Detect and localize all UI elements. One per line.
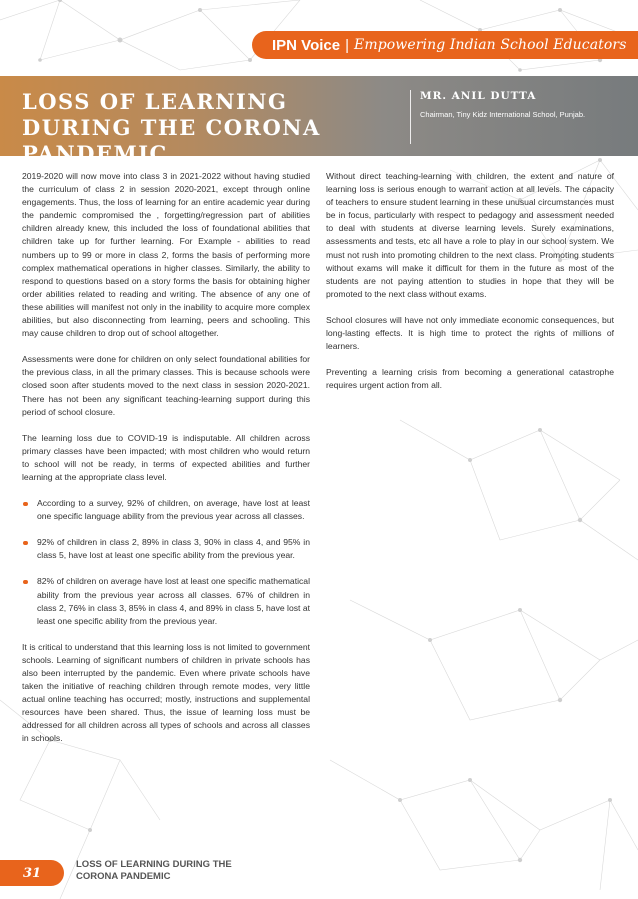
right-paragraph-3: Preventing a learning crisis from becoming a generational catastrophe requires urgent action from all. <box>326 367 614 391</box>
article-title: LOSS OF LEARNING DURING THE CORONA PANDEMIC <box>22 89 321 166</box>
header-separator: | <box>345 36 349 54</box>
publication-tagline: Empowering Indian School Educators <box>354 37 627 53</box>
bullet-text: 92% of children in class 2, 89% in class 3, 90% in class 4, and 95% in class 5, have lost at least one specific ability from the previous year. <box>37 537 310 561</box>
left-paragraph-3: The learning loss due to COVID-19 is indisputable. All children across primary classes have been impacted; with most children who would return to school will not be ready, in terms of expected abilities and further learning at the appropriate class level. <box>22 432 310 482</box>
bullet-text: According to a survey, 92% of children, on average, have lost at least one specific language ability from the previous year across all classes. <box>37 498 310 522</box>
article-title-band <box>0 76 638 166</box>
publication-brand: IPN Voice <box>272 36 341 54</box>
left-paragraph-4: It is critical to understand that this learning loss is not limited to government schools. Learning of significant numbers of children in private schools has also been interrupted by the pandemic. Even where private schools have taken the initiative of reaching children through remote modes, very little actual online teaching has occurred; mostly, instructions and supplemental resources have been shared. Thus, the issue of learning loss must be addressed for all children across all types of schools and across all classes in schools. <box>22 641 310 744</box>
title-divider <box>410 90 411 144</box>
bullet-text: 82% of children on average have lost at least one specific mathematical ability from the previous year across all classes. 67% of children in class 2, 76% in class 3, 85% in class 4, and 89% in class 5, have lost at least one specific ability from the previous year. <box>37 576 310 626</box>
bullet-dot-icon <box>23 502 28 507</box>
survey-bullet-list <box>22 497 310 628</box>
right-paragraph-2: School closures will have not only immediate economic consequences, but long-lasting effects. It is high time to protect the rights of millions of learners. <box>326 314 614 352</box>
bullet-item <box>22 536 310 562</box>
article-right-column <box>326 170 614 405</box>
left-paragraph-1: 2019-2020 will now move into class 3 in 2021-2022 without having studied the curriculum of class 2 in session 2020-2021, except through online engagements. Thus, the loss of learning for an entire academic year during the pandemic compromised the , forgetting/regression part of abilities children already knew, this included the loss of foundational abilities that children take up for further learning. For Example - abilities to read numbers up to 99 or more in class 2, forms the basis of performing more complex mathematical operations in higher classes. Similarly, the ability to respond to questions based on a story forms the basis for obtaining higher order abilities related to reading and writing. The absence of any one of these abilities will manifest not only in the inability to acquire more complex abilities, but also disconnecting from learning, peers and schooling. This may cause children to drop out of school altogether. <box>22 171 310 339</box>
bullet-dot-icon <box>23 541 28 546</box>
bullet-dot-icon <box>23 580 28 585</box>
author-name: MR. ANIL DUTTA <box>420 90 537 102</box>
footer-article-title: LOSS OF LEARNING DURING THE CORONA PANDEMIC <box>76 859 232 882</box>
page-number: 31 <box>22 865 42 881</box>
publication-header-bar <box>252 31 638 59</box>
bullet-item <box>22 497 310 523</box>
article-left-column <box>22 170 310 759</box>
author-role: Chairman, Tiny Kidz International School, Punjab. <box>420 110 586 119</box>
left-paragraph-2: Assessments were done for children on only select foundational abilities for the previous class, in all the primary classes. This is because schools were closed soon after students moved to the next class in session 2020-2021. There has not been any significant teaching-learning support during this period of school closure. <box>22 354 310 417</box>
right-paragraph-1: Without direct teaching-learning with children, the extent and nature of learning loss is serious enough to warrant action at all levels. The capacity of teachers to ensure student learning in these unusual circumstances must be in focus, particularly with respect to pedagogy and assessment needed to deal with students at diverse learning levels. Surely examinations, assessments and tests, etc all have a role to play in our school system. We must not rush into promoting children to the next class. Promoting students without exams will make it difficult for them in the future as most of the students are not paying attention to studies in hope that they will be promoted to the next class without exams. <box>326 171 614 299</box>
page-number-badge <box>0 860 64 886</box>
bullet-item <box>22 575 310 627</box>
